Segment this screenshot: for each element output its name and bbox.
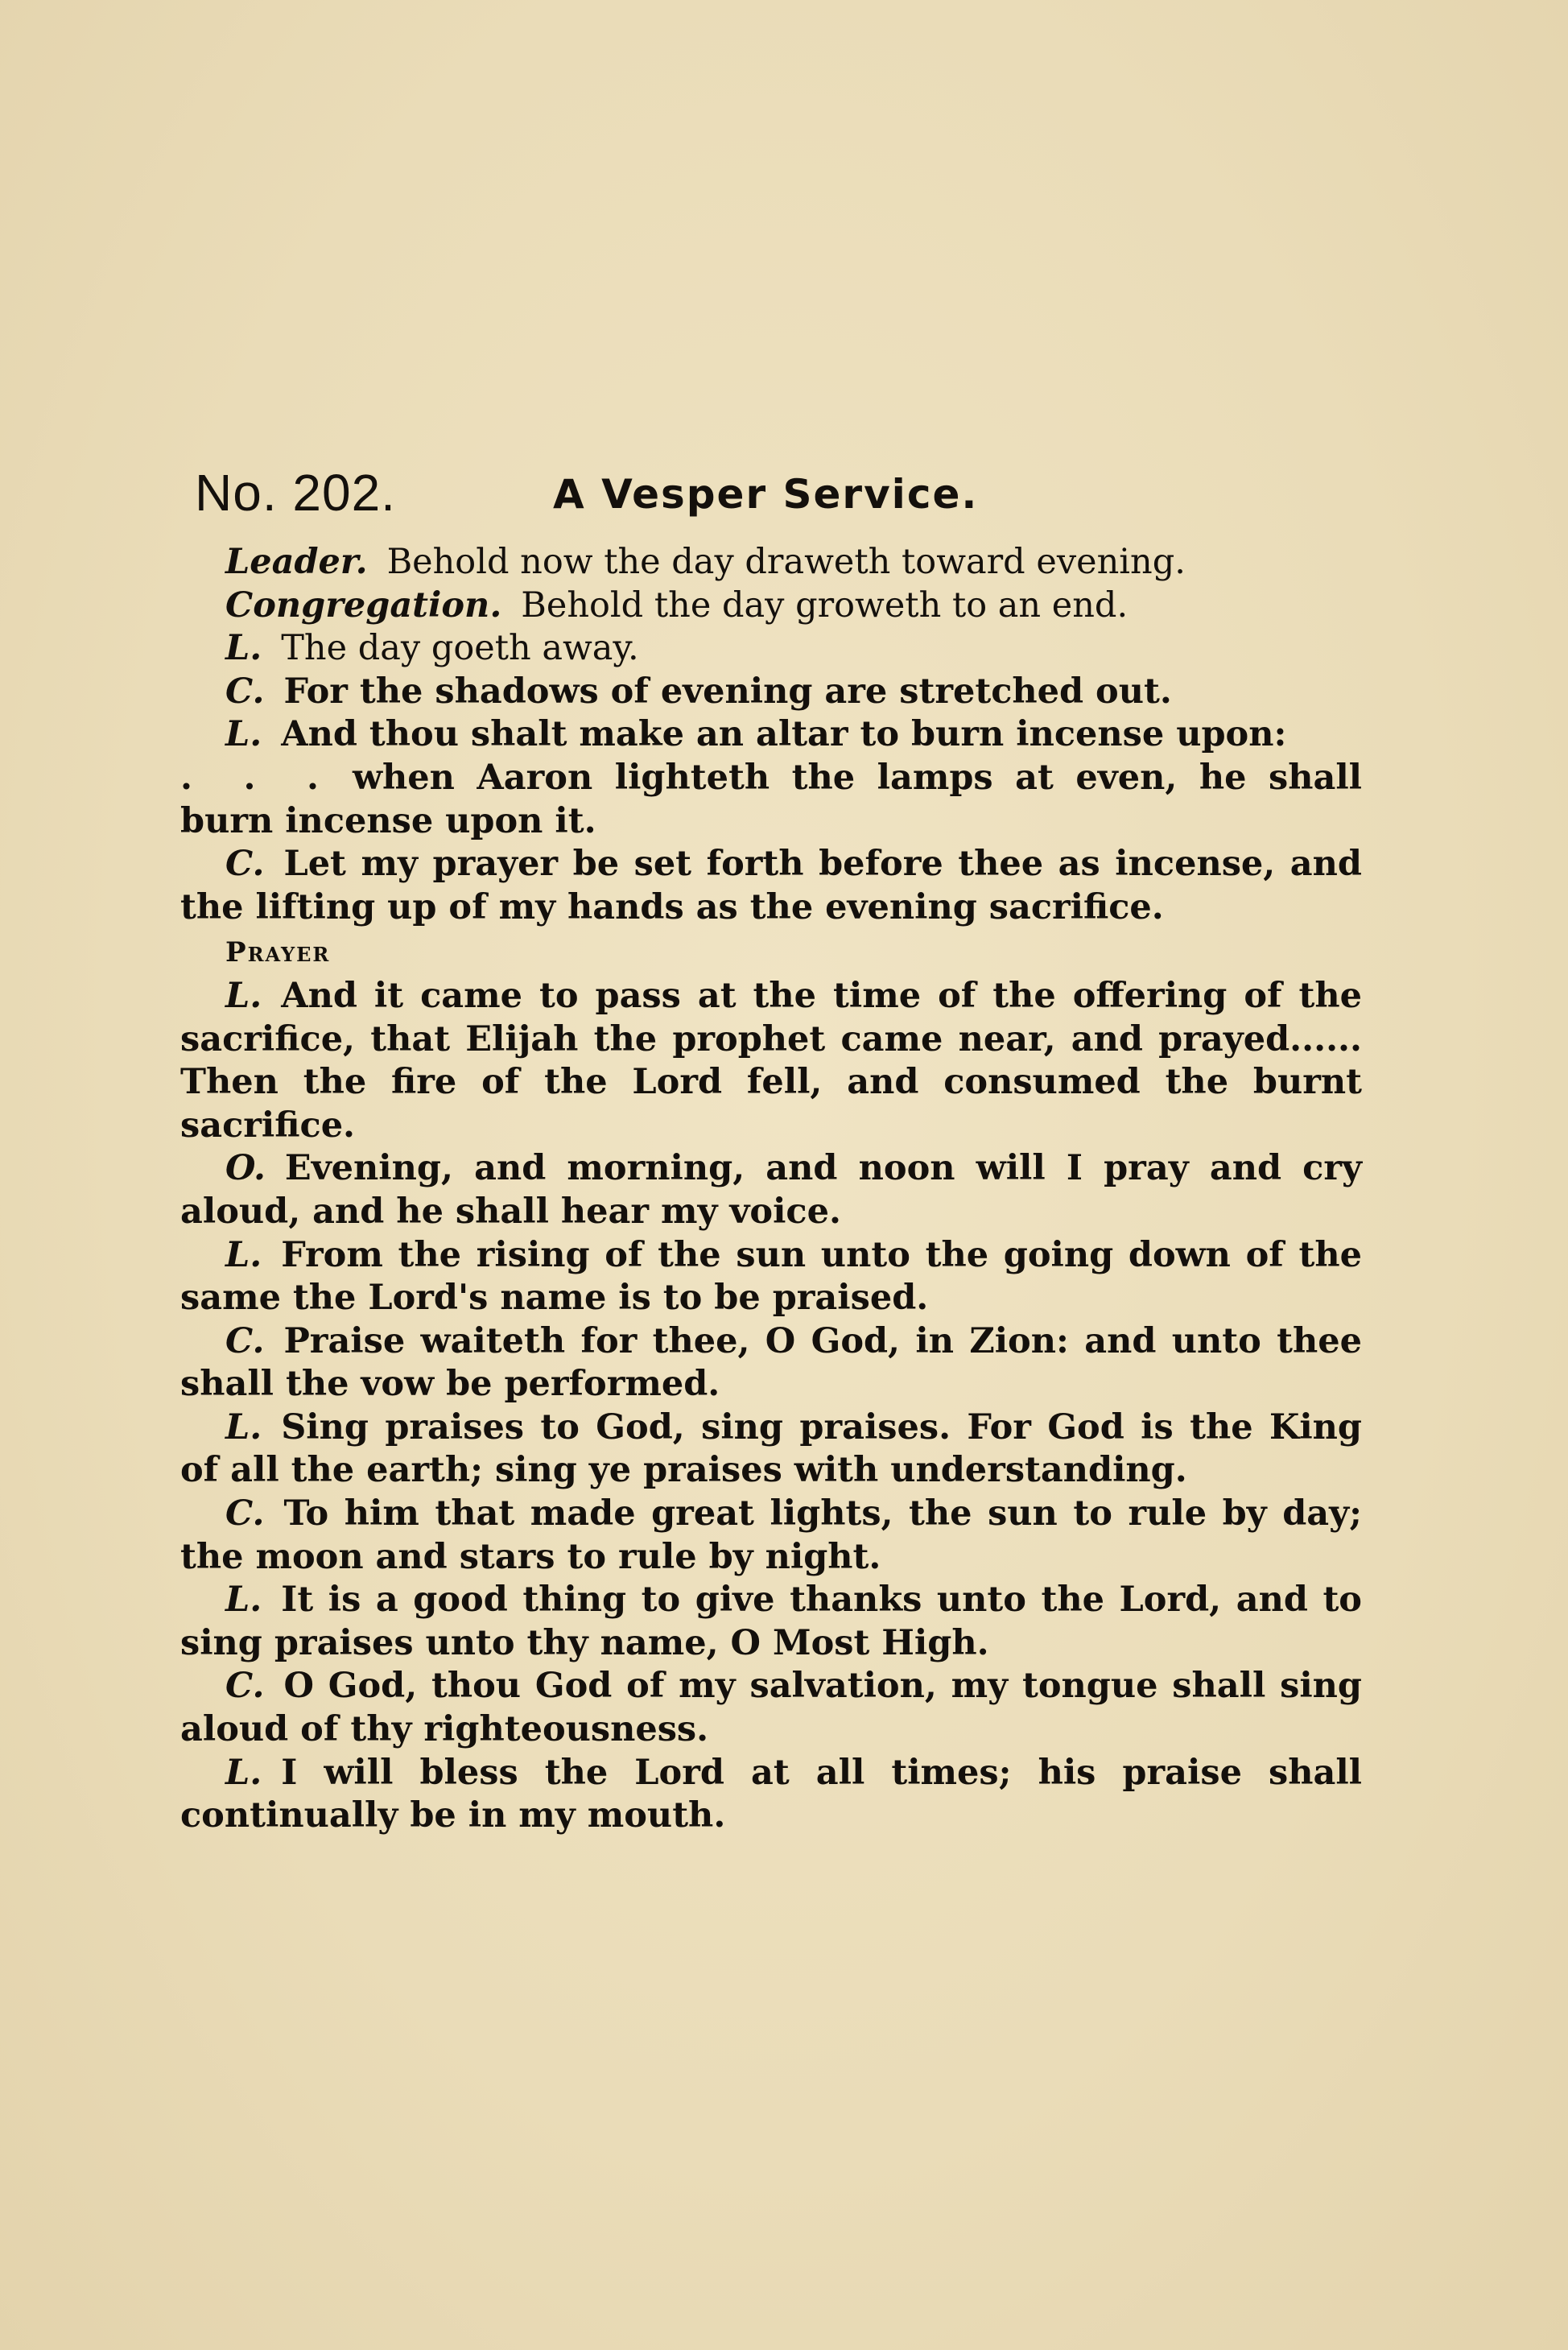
verse-text: The day goeth away. [281, 628, 639, 669]
speaker-label: L. [225, 1234, 262, 1275]
section-label [180, 929, 1362, 975]
speaker-label: C. [225, 671, 265, 712]
verse-text: And thou shalt make an altar to burn incense upon: [281, 714, 1287, 755]
speaker-label: C. [225, 1666, 265, 1707]
verse-text: And it came to pass at the time of the offering of the sacrifice, that Elijah the prophet came near, and prayed...... Then the fire of the Lord fell, and consumed the burnt sacrifice. [180, 975, 1362, 1146]
speaker-label: L. [225, 1752, 262, 1793]
verse [180, 1752, 1362, 1838]
speaker-label: L. [225, 975, 262, 1016]
verse-text: I will bless the Lord at all times; his praise shall continually be in my mouth. [180, 1752, 1362, 1836]
heading [195, 463, 1362, 527]
verse [180, 1234, 1362, 1320]
verse-text: Behold now the day draweth toward evening. [386, 542, 1186, 582]
speaker-label: C. [225, 1493, 265, 1534]
verse [180, 1147, 1362, 1233]
verse [180, 584, 1362, 628]
speaker-label: Congregation. [225, 584, 502, 626]
verse-text: It is a good thing to give thanks unto the Lord, and to sing praises unto thy name, O Most High. [180, 1580, 1362, 1663]
verse [180, 1406, 1362, 1493]
speaker-label: Leader. [225, 542, 368, 582]
responsive-reading [180, 541, 1362, 1838]
verse-text: Praise waiteth for thee, O God, in Zion: and unto thee shall the vow be performed. [180, 1320, 1362, 1405]
verse-text: Sing praises to God, sing praises. For God is the King of all the earth; sing ye praises with understanding. [180, 1406, 1362, 1491]
ellipsis: . . . [180, 757, 333, 798]
verse [180, 1665, 1362, 1751]
verse [180, 975, 1362, 1147]
verse-text: Evening, and morning, and noon will I pray and cry aloud, and he shall hear my voice. [180, 1148, 1362, 1232]
verse [180, 1493, 1362, 1579]
verse [180, 843, 1362, 929]
speaker-label: L. [225, 1406, 262, 1448]
service-number: No. 202. [195, 464, 396, 522]
speaker-label: L. [225, 714, 262, 755]
verse-text: Let my prayer be set forth before thee as incense, and the lifting up of my hands as the evening sacrifice. [180, 844, 1362, 927]
verse [180, 1579, 1362, 1665]
verse-continuation [180, 757, 1362, 843]
verse-text: For the shadows of evening are stretched out. [283, 671, 1172, 712]
verse [180, 713, 1362, 757]
verse-text: From the rising of the sun unto the going down of the same the Lord's name is to be praised. [180, 1234, 1362, 1319]
speaker-label: C. [225, 844, 265, 885]
verse [180, 1320, 1362, 1406]
verse [180, 541, 1362, 584]
verse-text: O God, thou God of my salvation, my tongue shall sing aloud of thy righteousness. [180, 1666, 1362, 1750]
speaker-label: C. [225, 1320, 265, 1361]
verse [180, 627, 1362, 671]
prayer-label: Prayer [225, 936, 331, 969]
speaker-label: L. [225, 1580, 262, 1621]
speaker-label: L. [225, 628, 262, 669]
verse-text: To him that made great lights, the sun to rule by day; the moon and stars to rule by night. [180, 1493, 1362, 1577]
verse [180, 671, 1362, 714]
verse-text: when Aaron lighteth the lamps at even, he shall burn incense upon it. [180, 757, 1362, 841]
service-title: A Vesper Service. [553, 471, 979, 518]
verse-text: Behold the day groweth to an end. [521, 584, 1129, 626]
speaker-label: O. [225, 1148, 266, 1189]
